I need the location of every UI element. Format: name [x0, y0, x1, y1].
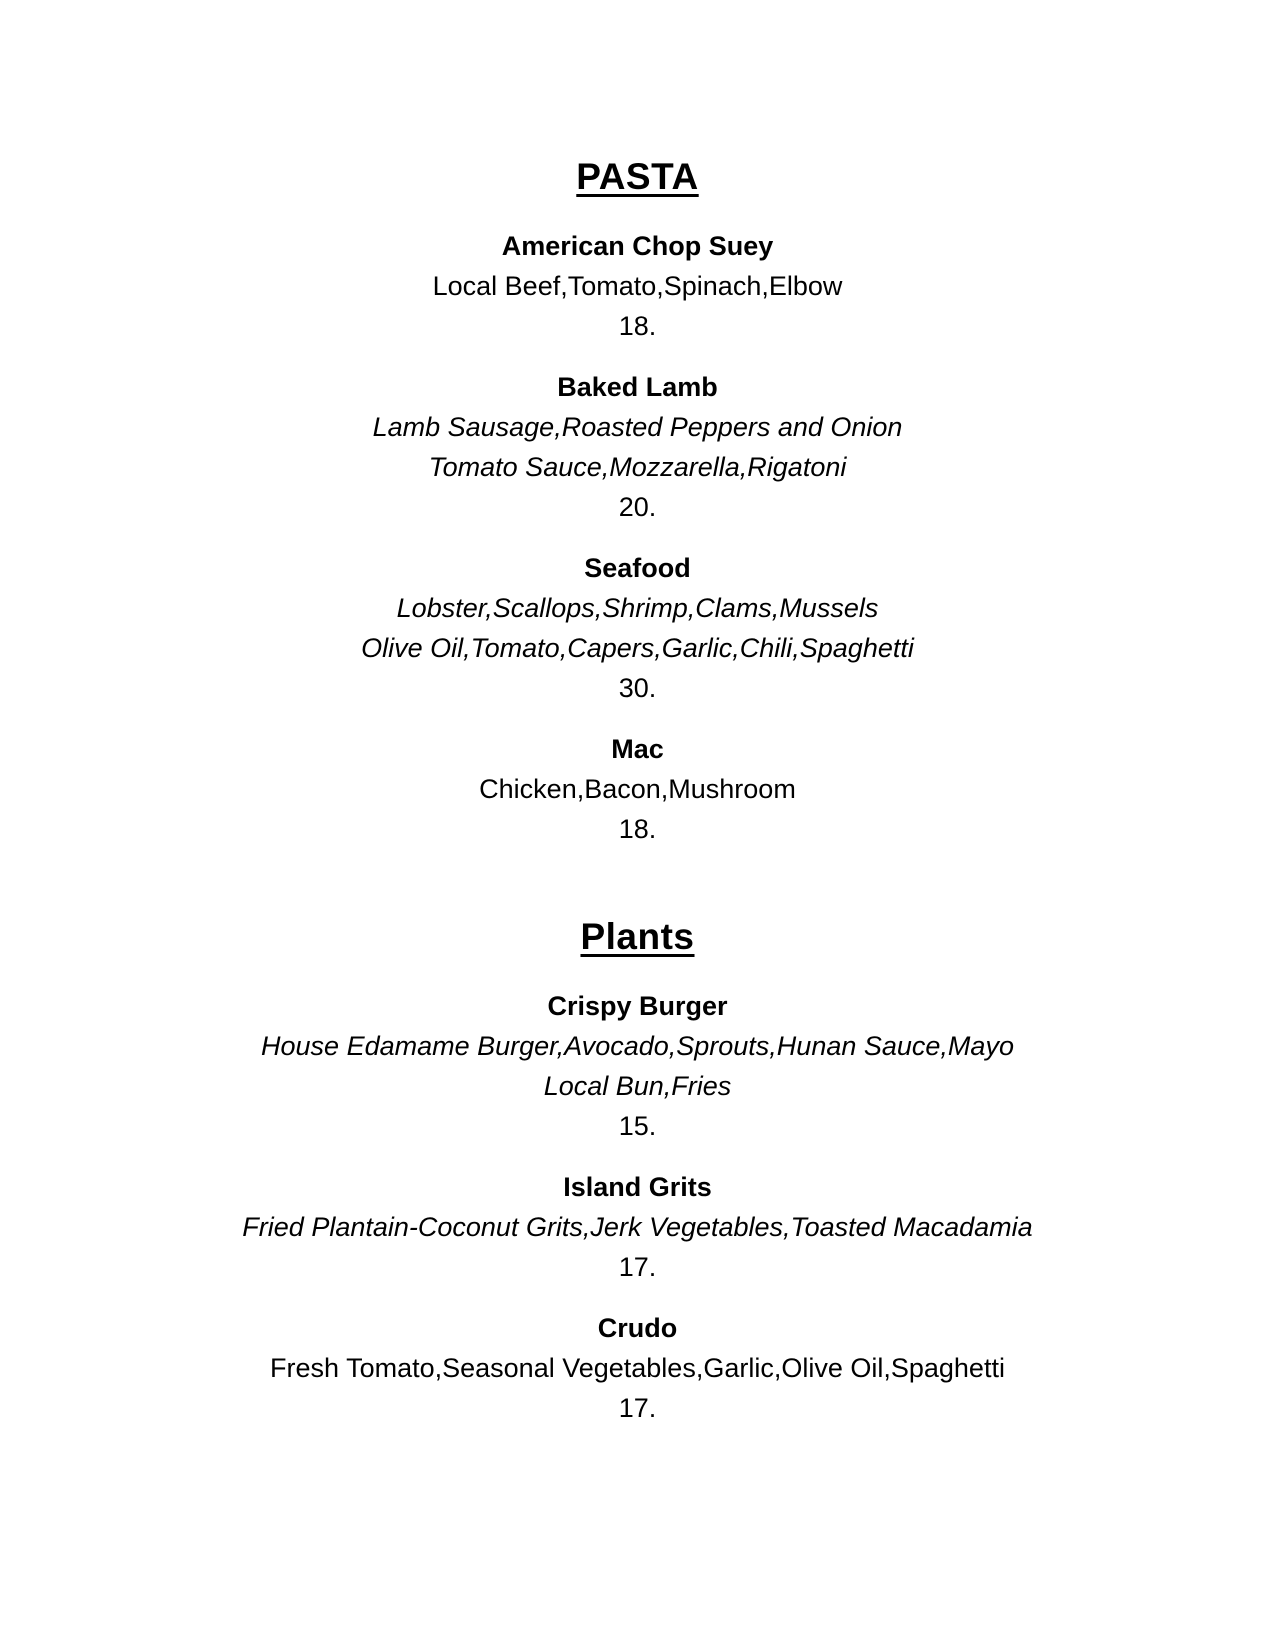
menu-item-american-chop-suey	[0, 226, 1275, 346]
item-description: House Edamame Burger,Avocado,Sprouts,Hunan Sauce,Mayo	[261, 1031, 1014, 1061]
item-price: 18.	[618, 311, 657, 341]
item-description: Fresh Tomato,Seasonal Vegetables,Garlic,Olive Oil,Spaghetti	[270, 1353, 1005, 1383]
pasta-section	[0, 155, 1275, 870]
item-price: 20.	[618, 492, 657, 522]
pasta-section-title: PASTA	[576, 156, 699, 197]
menu-item-island-grits	[0, 1167, 1275, 1287]
item-name: Seafood	[584, 553, 691, 583]
item-name: Island Grits	[563, 1172, 712, 1202]
menu-item-crudo	[0, 1308, 1275, 1428]
item-price: 30.	[618, 673, 657, 703]
item-description: Lobster,Scallops,Shrimp,Clams,Mussels	[396, 593, 879, 623]
item-price: 18.	[618, 814, 657, 844]
item-description: Olive Oil,Tomato,Capers,Garlic,Chili,Spaghetti	[361, 633, 914, 663]
item-description: Fried Plantain-Coconut Grits,Jerk Vegetables,Toasted Macadamia	[242, 1212, 1033, 1242]
item-name: Crispy Burger	[547, 991, 728, 1021]
item-price: 17.	[618, 1252, 657, 1282]
plants-section	[0, 915, 1275, 1449]
item-description: Tomato Sauce,Mozzarella,Rigatoni	[428, 452, 847, 482]
item-description: Lamb Sausage,Roasted Peppers and Onion	[372, 412, 903, 442]
item-price: 15.	[618, 1111, 657, 1141]
menu-item-baked-lamb	[0, 367, 1275, 527]
item-name: Crudo	[597, 1313, 678, 1343]
plants-section-title: Plants	[580, 916, 695, 957]
menu-item-crispy-burger	[0, 986, 1275, 1146]
item-description: Local Bun,Fries	[543, 1071, 732, 1101]
menu-item-seafood	[0, 548, 1275, 708]
menu-item-mac	[0, 729, 1275, 849]
item-price: 17.	[618, 1393, 657, 1423]
item-name: American Chop Suey	[501, 231, 774, 261]
item-description: Chicken,Bacon,Mushroom	[479, 774, 796, 804]
item-name: Mac	[611, 734, 664, 764]
item-name: Baked Lamb	[557, 372, 718, 402]
item-description: Local Beef,Tomato,Spinach,Elbow	[432, 271, 843, 301]
